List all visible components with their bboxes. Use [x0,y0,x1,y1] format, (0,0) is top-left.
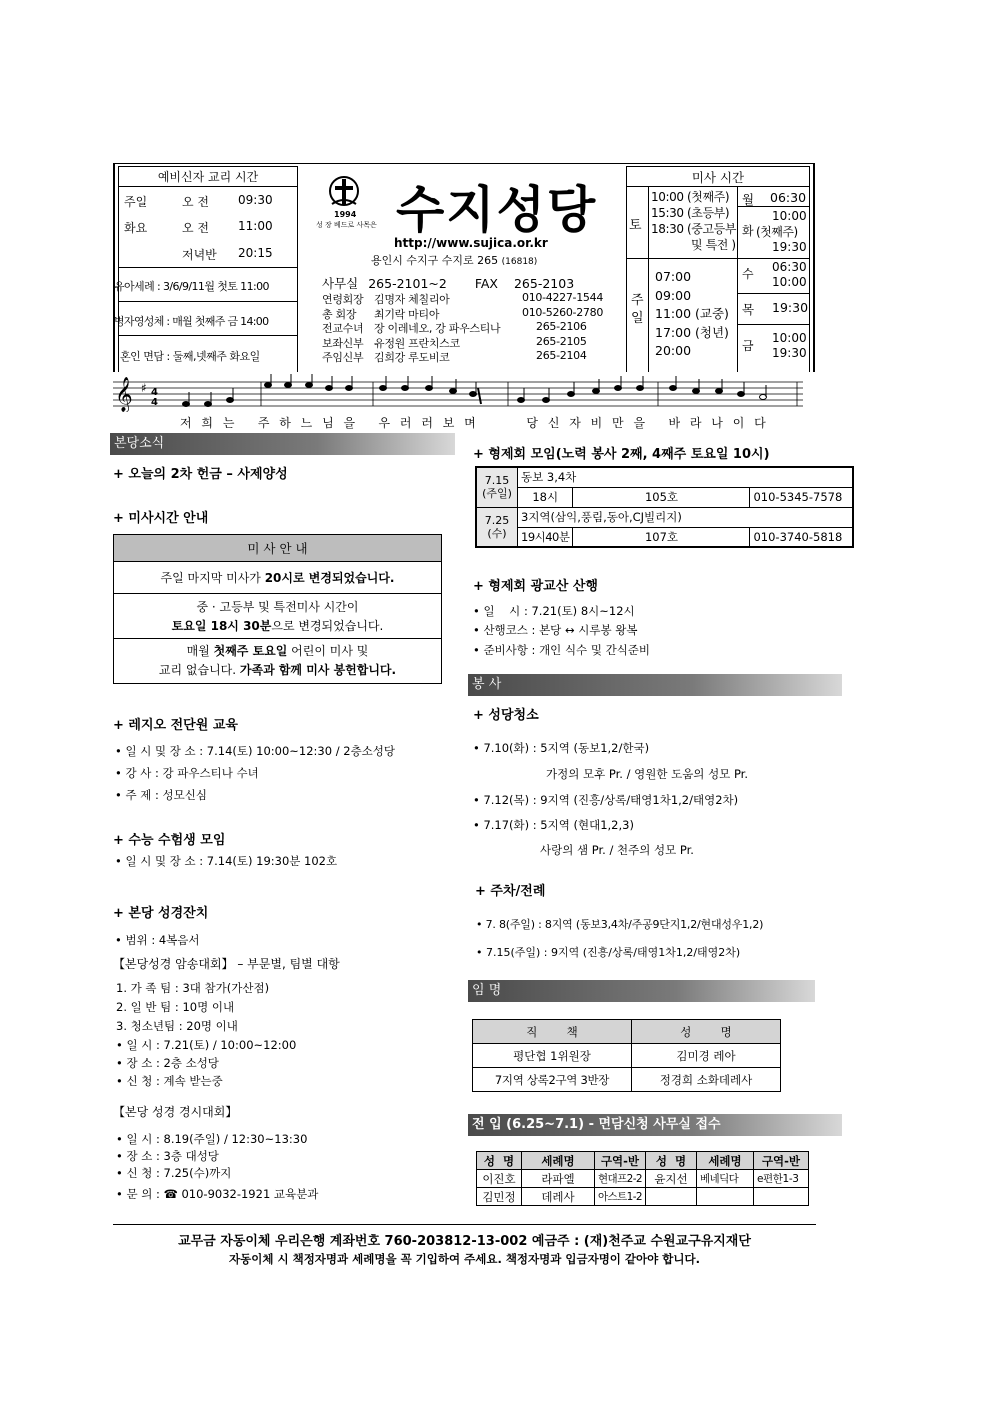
mass-notice-line [114,661,441,680]
table-header: 구역-반 [754,1152,809,1170]
mass-notice-text: 어린이 미사 및 [287,644,369,658]
appointment-table [472,1019,781,1092]
address: 용인시 수지구 수지로 265 [371,254,499,267]
catechism-ampm: 오 전 [182,221,209,235]
list-item: • 주 제 : 성모신심 [115,788,207,802]
hike-item: 산행코스 : 본당 ↔ 시루봉 왕복 [483,623,638,637]
table-row [476,467,853,487]
meeting-date: 7.25 [484,513,510,527]
hike-item: 준비사항 : 개인 식수 및 간식준비 [483,643,651,657]
meeting-room: 105호 [573,487,750,507]
mass-time-entry: 및 특전 ) [691,238,736,252]
recital-title: 【본당성경 암송대회】 – 부문별, 팀별 대항 [113,957,340,971]
contact-row [322,306,622,321]
cleaning-item: • 7.12(목) : 9지역 (진흥/상록/태영1차1,2/태영2차) [473,793,739,807]
table-header: 세례명 [697,1152,754,1170]
contact-name: 유정원 프란치스코 [374,336,460,350]
table-header: 성 명 [646,1152,697,1170]
parking-item: • 7. 8(주일) : 8지역 (동보3,4차/주공9단지1,2/현대성우1,2) [476,918,764,931]
quiz-item: • 장 소 : 3층 대성당 [116,1149,219,1163]
office-line [322,274,574,292]
contact-role: 주임신부 [322,351,364,364]
sunday-label-text: 주일 [631,293,644,326]
list-item: • 산행코스 : 본당 ↔ 시루봉 왕복 [473,623,638,637]
recital-item: • 신 청 : 계속 받는중 [116,1074,223,1088]
song-lyrics: 저 희 는 주 하 느 님 을 우 러 러 보 며 당 신 자 비 만 을 바 라 나 이 다 [180,416,769,430]
fax-label: FAX [474,276,498,291]
mass-notice-bold: 첫째주 토요일 [213,644,288,658]
divider [737,258,810,259]
divider [737,293,810,294]
contact-role: 연령회장 [322,293,364,306]
postal-code: (16818) [501,257,538,267]
exam-title: + 수능 수험생 모임 [113,833,226,848]
section-parish-news: 본당소식 [110,433,455,455]
table-row [473,1068,781,1092]
mass-notice-line [114,642,441,661]
list-item: • 일 시 및 장 소 : 7.14(토) 19:30분 102호 [115,854,338,868]
mass-notice-bold: 토요일 18시 30분 [171,619,272,633]
table-cell [750,467,854,487]
table-header: 세례명 [522,1152,595,1170]
table-row [476,527,853,547]
divider [118,267,298,268]
table-header: 성 명 [632,1020,781,1044]
music-staff [113,374,803,412]
weekday-time: 06:30 [772,260,807,274]
list-item: • 강 사 : 강 파우스티나 수녀 [115,766,259,780]
recital-item: • 일 시 : 7.21(토) / 10:00~12:00 [116,1038,297,1052]
saturday-label: 토 [629,218,642,233]
meeting-day: (수) [487,526,507,540]
list-item: • 준비사항 : 개인 식수 및 간식준비 [473,643,651,657]
weekday-time: 06:30 [770,190,807,205]
office-label: 사무실 [322,276,359,291]
catechism-row [124,219,296,236]
table-header: 성 명 [477,1152,522,1170]
table-cell: 7지역 상록2구역 3반장 [473,1068,632,1092]
meeting-phone: 010-3740-5818 [750,527,854,547]
infant-baptism: 유아세례 : 3/6/9/11월 첫토 11:00 [114,280,269,293]
meeting-room: 107호 [573,527,750,547]
legio-item: 강 사 : 강 파우스티나 수녀 [125,766,259,780]
table-header: 직 책 [473,1020,632,1044]
weekday-time: 10:00 [772,275,807,289]
cleaning-title: + 성당청소 [473,708,539,723]
mass-time-entry: 17:00 (청년) [655,324,729,340]
table-row [473,1044,781,1068]
table-row [476,507,853,527]
mass-time-entry: 10:00 (첫째주) [651,190,730,204]
recital-item: • 장 소 : 2층 소성당 [116,1056,219,1070]
contact-phone: 010-5260-2780 [522,305,604,319]
mass-notice-item-3 [114,639,441,683]
contact-list [322,291,622,364]
quiz-item: • 일 시 : 8.19(주일) / 12:30~13:30 [116,1132,308,1146]
meeting-time: 19시40분 [518,527,573,547]
parking-item: • 7.15(주일) : 9지역 (진흥/상록/태영1차1,2/태영2차) [476,946,741,959]
divider [737,324,810,325]
divider-v [737,186,738,372]
list-item: • 범위 : 4복음서 [115,933,200,947]
mass-time-entry: 15:30 (초등부) [651,206,730,220]
mass-time-entry: 18:30 (중고등부 [651,222,737,236]
mass-notice-text: 중 · 고등부 및 특전미사 시간이 [196,600,359,614]
weekday-mon [742,190,808,208]
section-appointment: 임 명 [468,980,815,1002]
divider [118,335,298,336]
table-cell: e편한1-3 [754,1170,809,1188]
weekday-time: 10:00 [772,209,807,223]
quiz-item: • 문 의 : ☎ 010-9032-1921 교육분과 [116,1187,319,1201]
table-cell [750,507,854,527]
cleaning-item: 가정의 모후 Pr. / 영원한 도움의 성모 Pr. [546,767,748,781]
meeting-time: 18시 [518,487,573,507]
mass-time-notice-title: + 미사시간 안내 [113,511,209,526]
sick-communion: 병자영성체 : 매월 첫째주 금 14:00 [114,315,269,328]
recital-item: 2. 일 반 팀 : 10명 이내 [116,1000,235,1014]
contact-phone: 265-2106 [536,320,587,333]
divider [626,258,737,259]
table-header: 구역-반 [595,1152,646,1170]
table-cell [646,1188,697,1206]
weekday-time: 19:30 [772,300,809,315]
recital-item: 3. 청소년팀 : 20명 이내 [116,1019,238,1033]
table-cell: 김미경 레아 [632,1044,781,1068]
catechism-ampm: 오 전 [182,195,209,209]
mass-notice-text: 으로 변경되었습니다. [271,619,384,633]
table-row [476,487,853,507]
footer-rule [113,1224,816,1225]
hike-item: 일 시 : 7.21(토) 8시~12시 [483,604,635,618]
meeting-date: 7.15 [484,474,510,488]
section-service: 봉 사 [468,674,842,696]
table-cell: 김민정 [477,1188,522,1206]
contact-phone: 010-4227-1544 [522,291,604,304]
brother-meeting-title: + 형제회 모임(노력 봉사 2째, 4째주 토요일 10시) [473,447,770,462]
table-cell [476,467,518,507]
meeting-day: (주일) [482,487,512,501]
contact-name: 김명자 체칠리아 [374,293,450,306]
address-line [371,252,537,268]
catechism-title: 예비신자 교리 시간 [157,170,259,184]
logo-caption: 성 장 베드로 사목은 [316,221,377,229]
music-notes-icon [113,374,803,412]
contact-row [322,349,622,364]
website: http://www.sujica.or.kr [394,236,548,250]
legio-item: 주 제 : 성모신심 [125,788,207,802]
contact-name: 최기락 마티아 [374,307,440,321]
divider [118,301,298,302]
weekday-time: (첫째주) [756,224,798,239]
svg-text:4: 4 [151,397,158,408]
section-transfer: 전 입 (6.25~7.1) - 면담신청 사무실 접수 [468,1114,842,1136]
table-row [473,1020,781,1044]
mass-time-title: 미사 시간 [691,170,745,185]
meeting-group: 동보 3,4차 [518,467,750,487]
table-row [477,1188,809,1206]
catechism-title-line [118,186,298,187]
weekday-label: 목 [742,302,755,317]
table-cell: 데레사 [522,1188,595,1206]
sunday-times [655,268,729,361]
table-cell: 평단협 1위원장 [473,1044,632,1068]
contact-row [322,335,622,350]
table-cell: 현대프2-2 [595,1170,646,1188]
legio-item: 일 시 및 장 소 : 7.14(토) 10:00~12:30 / 2층소성당 [125,744,396,758]
contact-name: 장 이레네오, 강 파우스티나 [374,322,501,335]
exam-item: 일 시 및 장 소 : 7.14(토) 19:30분 102호 [125,854,338,868]
hike-title: + 형제회 광교산 산행 [473,579,598,594]
legio-title: + 레지오 전단원 교육 [113,718,238,733]
cleaning-item: 사랑의 샘 Pr. / 천주의 성모 Pr. [540,843,694,857]
sunday-label [631,292,643,328]
recital-item: 1. 가 족 팀 : 3대 참가(가산점) [116,981,270,995]
svg-text:4: 4 [151,387,158,398]
table-cell [754,1188,809,1206]
mass-time-entry: 11:00 (교중) [655,306,729,321]
list-item: • 일 시 : 7.21(토) 8시~12시 [473,604,635,618]
mass-notice-item-1 [114,562,441,594]
footer-line-2: 자동이체 시 책정자명과 세례명을 꼭 기입하여 주세요. 책정자명과 입금자명이 같아야 합니다. [229,1252,700,1266]
saturday-times [651,189,736,253]
weekday-time: 10:00 [772,331,807,345]
weekday-wed [742,260,808,290]
mass-notice-header: 미 사 안 내 [114,535,441,562]
weekday-tue [742,209,808,256]
collection-notice: + 오늘의 2차 헌금 – 사제양성 [113,467,288,482]
mass-time-entry: 09:00 [655,287,692,303]
quiz-item: • 신 청 : 7.25(수)까지 [116,1166,232,1180]
weekday-time: 19:30 [772,346,807,360]
mass-time-entry: 07:00 [655,269,692,284]
weekday-label: 월 [742,192,755,207]
contact-phone: 265-2104 [536,349,587,362]
meeting-group: 3지역(삼익,풍림,동아,CJ빌리지) [518,507,750,527]
svg-text:𝄞: 𝄞 [115,377,133,412]
divider-v [648,186,649,372]
transfer-table [476,1151,809,1206]
table-row [477,1152,809,1170]
parking-title: + 주차/전례 [475,884,546,899]
meeting-phone: 010-5345-7578 [750,487,854,507]
logo-year: 1994 [334,210,357,219]
catechism-ampm: 저녁반 [182,248,217,262]
table-cell: 라파엘 [522,1170,595,1188]
mass-notice-text: 매월 [186,644,214,658]
weekday-fri [742,331,808,361]
contact-role: 전교수녀 [322,322,364,335]
weekday-label: 수 [742,267,754,281]
brother-meeting-table [475,466,854,548]
parish-name: 수지성당 [396,181,598,239]
bible-scope: 범위 : 4복음서 [125,933,200,947]
contact-role: 총 회장 [322,307,357,321]
contact-row [322,291,622,306]
table-cell: 아스트1-2 [595,1188,646,1206]
weekday-time: 19:30 [772,240,807,254]
cleaning-item: • 7.10(화) : 5지역 (동보1,2/한국) [473,741,650,755]
table-cell: 베네딕다 [697,1170,754,1188]
contact-phone: 265-2105 [536,334,587,348]
table-cell: 정경희 소화데레사 [632,1068,781,1092]
weekday-label: 금 [742,339,754,353]
table-cell [697,1188,754,1206]
mass-notice-item-2 [114,594,441,639]
weekday-thu [742,300,808,318]
catechism-day: 주일 [124,195,148,209]
table-cell [476,507,518,547]
cleaning-item: • 7.17(화) : 5지역 (현대1,2,3) [473,818,634,832]
mass-notice-bold: 20시로 변경되었습니다. [264,571,395,585]
weekday-label: 화 [742,224,754,238]
catechism-time: 20:15 [238,246,273,260]
divider [626,186,810,187]
bible-title: + 본당 성경잔치 [113,906,209,921]
mass-time-entry: 20:00 [655,343,692,358]
table-cell: 이진호 [477,1170,522,1188]
svg-text:♯: ♯ [141,381,147,395]
catechism-day: 화요 [124,221,148,235]
quiz-title: 【본당 성경 경시대회】 [113,1105,238,1119]
mass-notice-text: 주일 마지막 미사가 [160,571,265,585]
fax-number: 265-2103 [513,276,575,291]
catechism-row [124,193,296,210]
catechism-time: 11:00 [238,219,273,233]
list-item: • 일 시 및 장 소 : 7.14(토) 10:00~12:30 / 2층소성당 [115,744,396,758]
table-row [477,1170,809,1188]
contact-role: 보좌신부 [322,336,364,350]
contact-name: 김희강 루도비코 [374,351,450,364]
mass-notice-line [114,617,441,636]
contact-row [322,320,622,335]
mass-notice-text: 교리 없습니다. [158,663,240,677]
table-cell: 윤지선 [646,1170,697,1188]
catechism-time: 09:30 [238,193,273,207]
office-phone: 265-2101~2 [368,276,447,291]
marriage-interview: 혼인 면담 : 둘째,넷째주 화요일 [120,350,260,363]
mass-notice-bold: 가족과 함께 미사 봉헌합니다. [239,663,397,677]
footer-line-1: 교무금 자동이체 우리은행 계좌번호 760-203812-13-002 예금주 : (재)천주교 수원교구유지재단 [178,1234,751,1249]
